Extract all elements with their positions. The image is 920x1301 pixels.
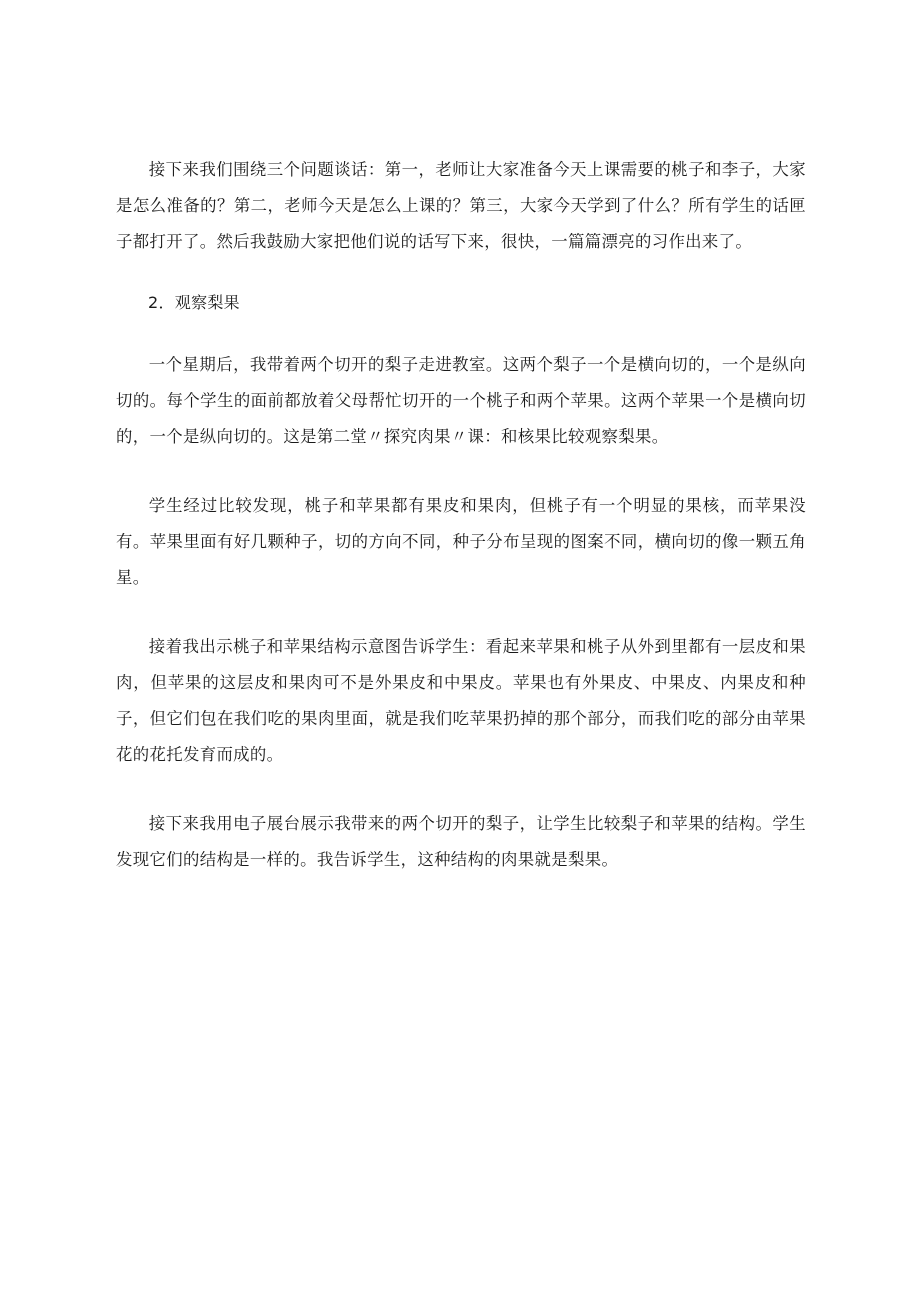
paragraph-structure-diagram: 接着我出示桃子和苹果结构示意图告诉学生：看起来苹果和桃子从外到里都有一层皮和果肉，但苹果的这层皮和果肉可不是外果皮和中果皮。苹果也有外果皮、中果皮、内果皮和种子，但它们包在我们吃的果肉里面，就是我们吃苹果扔掉的那个部分，而我们吃的部分由苹果花的花托发育而成的。 <box>116 637 806 764</box>
paragraph-conversation: 接下来我们围绕三个问题谈话：第一，老师让大家准备今天上课需要的桃子和李子，大家是怎么准备的？第二，老师今天是怎么上课的？第三，大家今天学到了什么？所有学生的话匣子都打开了。然后我鼓励大家把他们说的话写下来，很快，一篇篇漂亮的习作出来了。 <box>116 160 806 251</box>
section-heading-observe-pear: 2．观察梨果 <box>148 293 240 312</box>
document-body <box>116 152 806 911</box>
paragraph-pome-conclusion: 接下来我用电子展台展示我带来的两个切开的梨子，让学生比较梨子和苹果的结构。学生发现它们的结构是一样的。我告诉学生，这种结构的肉果就是梨果。 <box>116 814 806 869</box>
paragraph-student-findings: 学生经过比较发现，桃子和苹果都有果皮和果肉，但桃子有一个明显的果核，而苹果没有。苹果里面有好几颗种子，切的方向不同，种子分布呈现的图案不同，横向切的像一颗五角星。 <box>116 496 806 587</box>
paragraph-pear-lesson: 一个星期后，我带着两个切开的梨子走进教室。这两个梨子一个是横向切的，一个是纵向切的。每个学生的面前都放着父母帮忙切开的一个桃子和两个苹果。这两个苹果一个是横向切的，一个是纵向切的。这是第二堂〃探究肉果〃课：和核果比较观察梨果。 <box>116 355 806 446</box>
